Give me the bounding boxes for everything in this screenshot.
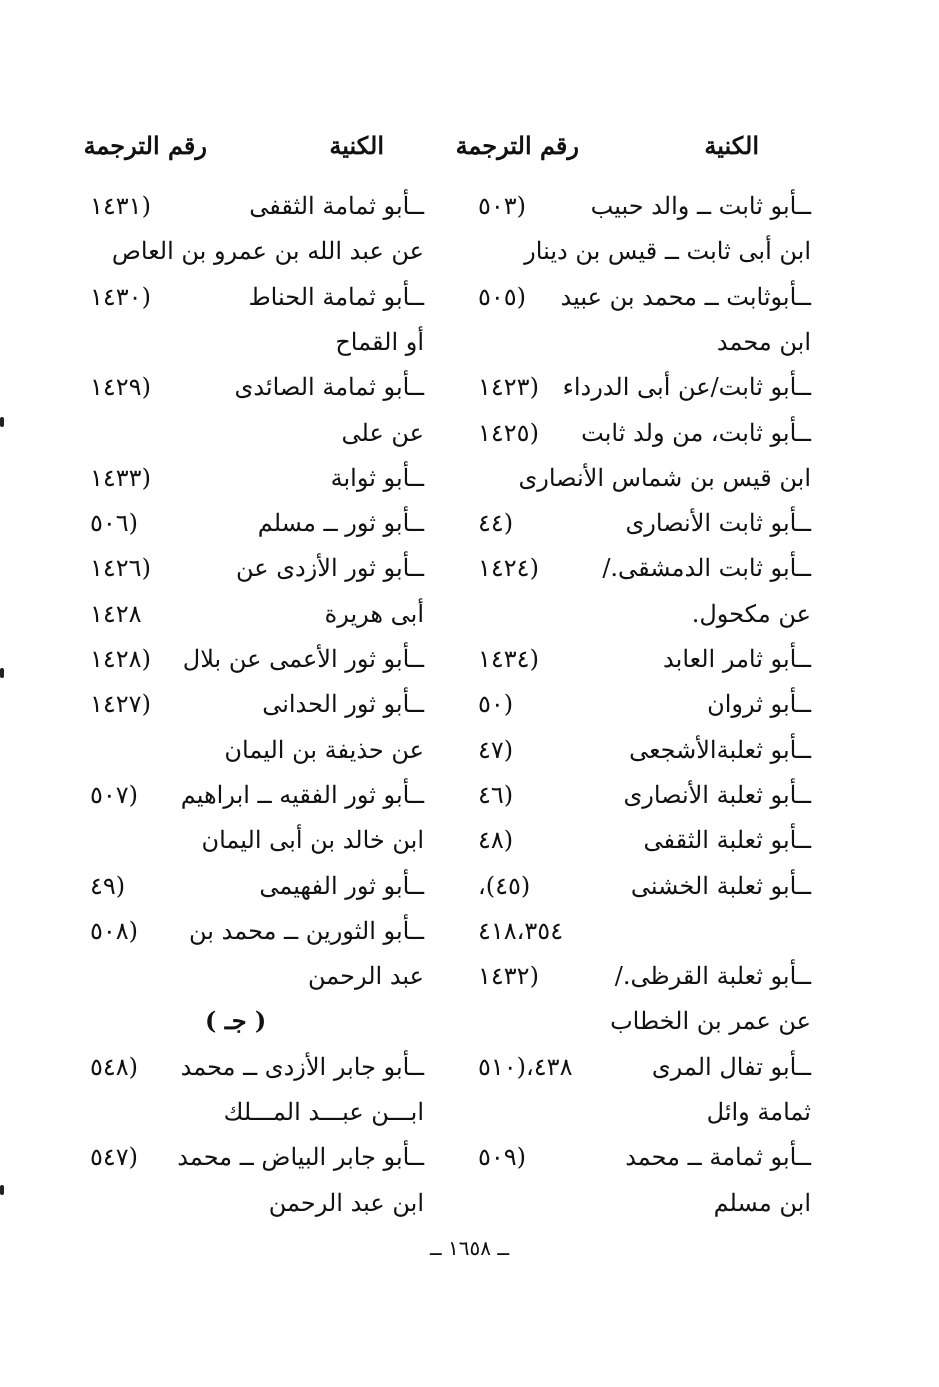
right-kunya-entry: ــأبو ثامر العابد [663,645,811,673]
left-kunya-entry: ابن عبد الرحمن [268,1189,424,1217]
left-entry-number: (٥٤٨ [90,1053,139,1081]
left-entry-number: (٥٠٨ [90,917,139,945]
right-kunya-entry: ابن محمد [716,328,811,356]
left-kunya-entry: ــأبو ثمامة الحناط [248,283,424,311]
right-kunya-entry: ابن أبى ثابت ــ قيس بن دينار [524,237,811,265]
right-kunya-entry: ــأبو ثعلبة الثقفى [643,826,811,854]
right-kunya-entry: ــأبو ثمامة ــ محمد [625,1143,811,1171]
left-kunya-entry: عن على [341,419,424,447]
header-kunya-right: الكنية [704,131,759,160]
right-entry-number: (١٤٣٢ [478,962,539,990]
left-kunya-entry: ــأبو ثمامة الصائدى [234,373,424,401]
left-kunya-entry: ــأبو ثور الحدانى [262,690,424,718]
right-entry-number: (٥٠٣ [478,192,527,220]
right-kunya-entry: ــأبو ثابت/عن أبى الدرداء [562,373,811,401]
margin-mark [0,668,4,678]
right-kunya-entry: عن مكحول. [691,600,811,628]
right-kunya-entry: ــأبو ثروان [707,690,811,718]
left-kunya-entry: عن عبد الله بن عمرو بن العاص [111,237,424,265]
right-kunya-entry: عن عمر بن الخطاب [610,1007,811,1035]
margin-mark [0,417,4,427]
left-kunya-entry: ــأبو جابر البياض ــ محمد [177,1143,424,1171]
left-kunya-entry: ( جـ ) [205,1006,267,1035]
left-entry-number: (٥٠٧ [90,781,139,809]
left-kunya-entry: ــأبو ثور الأعمى عن بلال [182,645,424,673]
left-kunya-entry: أو القماح [335,328,424,356]
left-entry-number: ١٤٢٨ [90,600,142,628]
left-kunya-entry: ــأبو الثورين ــ محمد بن [189,917,424,945]
left-kunya-entry: أبى هريرة [324,600,424,628]
right-entry-number: (١٤٢٥ [478,419,539,447]
right-kunya-entry: ابن قيس بن شماس الأنصارى [518,464,811,492]
right-entry-number: (٥٠٥ [478,283,527,311]
left-entry-number: (٥٤٧ [90,1143,139,1171]
right-entry-number: (٤٦ [478,781,514,809]
right-entry-number: (١٤٢٤ [478,554,539,582]
right-kunya-entry: ــأبو ثابت الدمشقى./ [602,554,811,582]
right-kunya-entry: ــأبو ثعلبةالأشجعى [629,736,811,764]
header-number-right: رقم الترجمة [455,131,579,160]
right-kunya-entry: ــأبو ثعلبة الخشنى [630,872,811,900]
right-entry-number: ٤٣٨،(٥١٠ [478,1053,573,1081]
left-kunya-entry: عبد الرحمن [308,962,424,990]
left-entry-number: (١٤٢٨ [90,645,151,673]
right-kunya-entry: ــأبو ثابت، من ولد ثابت [581,419,811,447]
header-kunya-left: الكنية [329,131,384,160]
left-kunya-entry: ابن خالد بن أبى اليمان [201,826,424,854]
right-entry-number: (٤٧ [478,736,514,764]
left-kunya-entry: ــأبو ثور الأزدى عن [235,554,424,582]
right-kunya-entry: ــأبو ثابت ــ والد حبيب [590,192,811,220]
right-kunya-entry: ابن مسلم [713,1189,811,1217]
left-kunya-entry: ــأبو ثور ــ مسلم [257,509,424,537]
left-kunya-entry: ــأبو ثمامة الثقفى [249,192,424,220]
left-entry-number: (١٤٣١ [90,192,151,220]
right-entry-number: (٤٥)، [478,872,531,900]
left-entry-number: (١٤٣٣ [90,464,151,492]
page-number: ــ ١٦٥٨ ــ [429,1236,510,1260]
right-kunya-entry: ــأبو ثعلبة الأنصارى [623,781,811,809]
left-kunya-entry: ابـــن عبـــد المـــلك [223,1098,424,1126]
right-entry-number: (١٤٣٤ [478,645,539,673]
right-entry-number: (١٤٢٣ [478,373,539,401]
left-entry-number: (٤٩ [90,872,126,900]
right-entry-number: (٤٤ [478,509,514,537]
left-entry-number: (٥٠٦ [90,509,139,537]
right-kunya-entry: ثمامة وائل [706,1098,811,1126]
left-kunya-entry: ــأبو ثور الفهيمى [259,872,424,900]
right-entry-number: (٤٨ [478,826,514,854]
right-kunya-entry: ــأبوثابت ــ محمد بن عبيد [560,283,811,311]
left-kunya-entry: ــأبو ثور الفقيه ــ ابراهيم [180,781,424,809]
left-kunya-entry: عن حذيفة بن اليمان [224,736,424,764]
header-number-left: رقم الترجمة [83,131,207,160]
right-kunya-entry: ــأبو تفال المرى [651,1053,811,1081]
right-kunya-entry: ــأبو ثعلبة القرظى./ [614,962,811,990]
left-entry-number: (١٤٣٠ [90,283,151,311]
left-kunya-entry: ــأبو جابر الأزدى ــ محمد [180,1053,424,1081]
left-entry-number: (١٤٢٧ [90,690,151,718]
right-entry-number: (٥٠٩ [478,1143,527,1171]
left-entry-number: (١٤٢٦ [90,554,151,582]
margin-mark [0,1185,4,1195]
left-kunya-entry: ــأبو ثوابة [330,464,424,492]
right-entry-number: ٤١٨،٣٥٤ [478,917,564,945]
right-entry-number: (٥٠ [478,690,514,718]
right-kunya-entry: ــأبو ثابت الأنصارى [625,509,811,537]
left-entry-number: (١٤٢٩ [90,373,151,401]
